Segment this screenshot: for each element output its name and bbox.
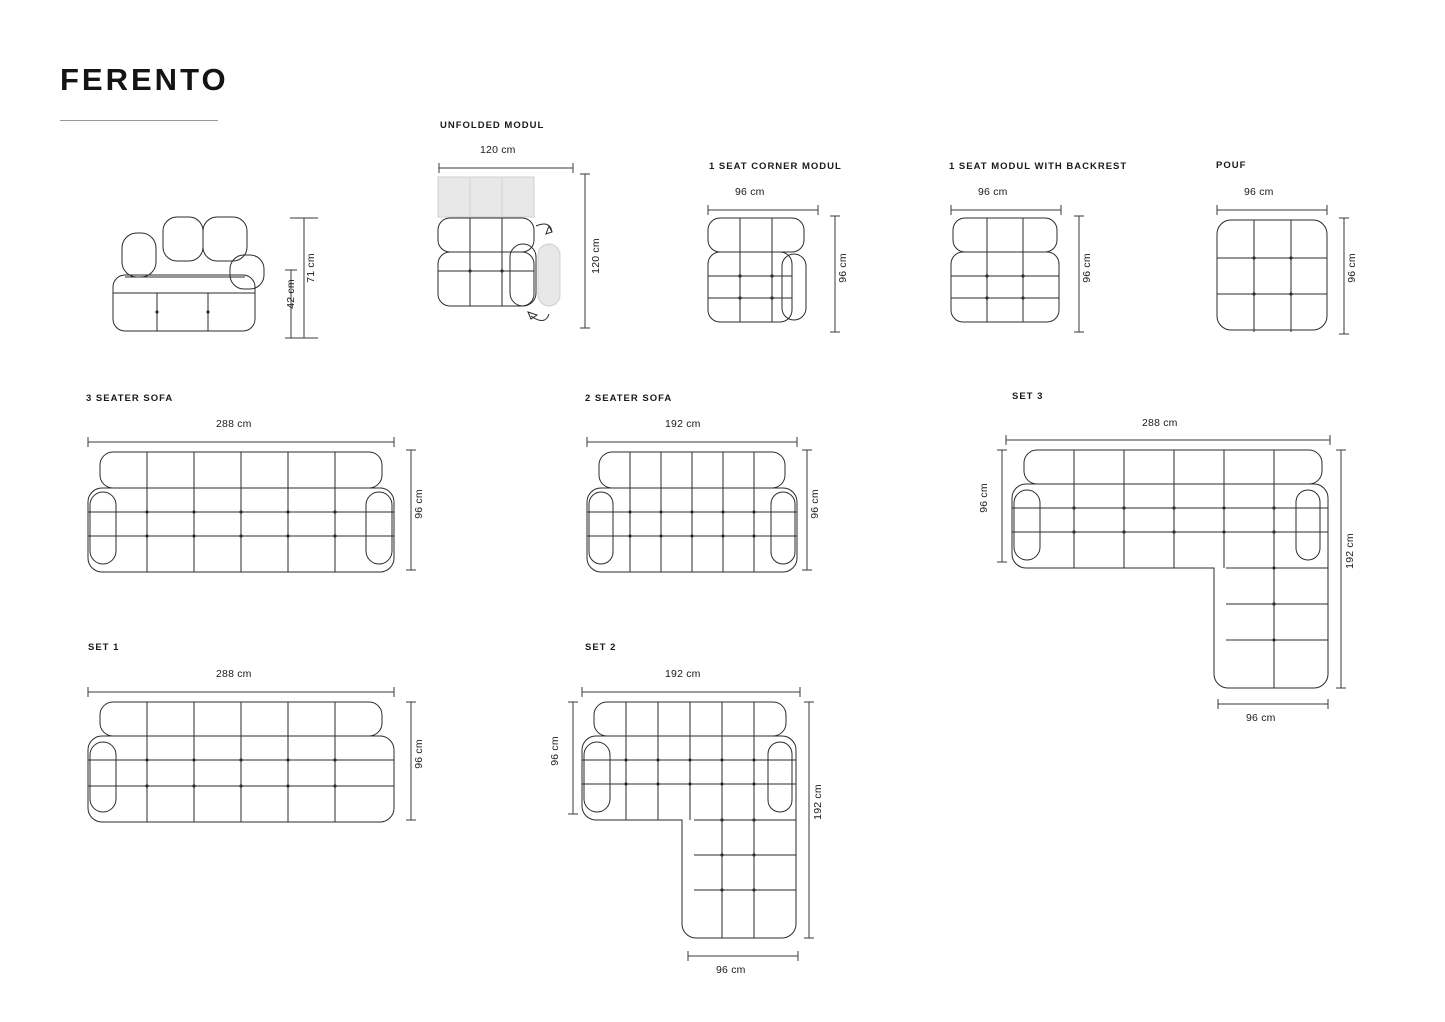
sofa2-width-label: 192 cm [665, 418, 701, 430]
corner-modul-width-label: 96 cm [735, 186, 765, 198]
set3-left-depth-label: 96 cm [977, 483, 990, 513]
set2-width-label: 192 cm [665, 668, 701, 680]
set3-bottom-width-label: 96 cm [1246, 712, 1276, 724]
sofa3-width-dimline [86, 436, 398, 448]
set3-bottom-width-dimline [1216, 698, 1332, 710]
front-view-total-height-label: 71 cm [304, 253, 317, 283]
label-2-seater-sofa: 2 SEATER SOFA [585, 393, 673, 404]
set3-right-depth-label: 192 cm [1343, 533, 1356, 569]
corner-modul-depth-label: 96 cm [836, 253, 849, 283]
set3-drawing [1010, 448, 1330, 690]
set2-right-depth-label: 192 cm [811, 784, 824, 820]
label-modul-backrest: 1 SEAT MODUL WITH BACKREST [949, 161, 1128, 172]
set2-bottom-width-dimline [686, 950, 802, 962]
pouf-depth-label: 96 cm [1345, 253, 1358, 283]
pouf-drawing [1215, 218, 1331, 334]
sofa2-depth-label: 96 cm [808, 489, 821, 519]
set2-bottom-width-label: 96 cm [716, 964, 746, 976]
unfolded-modul-depth-label: 120 cm [589, 238, 602, 274]
pouf-width-label: 96 cm [1244, 186, 1274, 198]
sofa3-depth-label: 96 cm [412, 489, 425, 519]
set3-width-dimline [1004, 434, 1334, 446]
unfolded-modul-width-label: 120 cm [480, 144, 516, 156]
set1-drawing [86, 700, 396, 824]
label-pouf: POUF [1216, 160, 1247, 171]
label-set-1: SET 1 [88, 642, 120, 653]
label-set-3: SET 3 [1012, 391, 1044, 402]
unfolded-modul-width-dimline [437, 162, 577, 174]
corner-modul-width-dimline [706, 204, 822, 216]
title-divider [60, 120, 218, 121]
label-corner-modul: 1 SEAT CORNER MODUL [709, 161, 842, 172]
set2-drawing [580, 700, 802, 940]
set2-left-depth-label: 96 cm [548, 736, 561, 766]
set3-width-label: 288 cm [1142, 417, 1178, 429]
page-title: FERENTO [60, 62, 229, 97]
set2-width-dimline [580, 686, 804, 698]
set2-right-depth-dimline [802, 700, 816, 942]
modul-backrest-width-label: 96 cm [978, 186, 1008, 198]
modul-backrest-width-dimline [949, 204, 1065, 216]
modul-backrest-depth-label: 96 cm [1080, 253, 1093, 283]
label-unfolded-modul: UNFOLDED MODUL [440, 120, 545, 131]
sofa3-drawing [86, 450, 396, 574]
label-set-2: SET 2 [585, 642, 617, 653]
sofa3-width-label: 288 cm [216, 418, 252, 430]
pouf-width-dimline [1215, 204, 1331, 216]
front-view-seat-height-label: 42 cm [284, 279, 297, 309]
set1-width-label: 288 cm [216, 668, 252, 680]
set2-left-depth-dimline [566, 700, 580, 818]
set1-depth-label: 96 cm [412, 739, 425, 769]
unfolded-modul-drawing [436, 176, 571, 336]
set1-width-dimline [86, 686, 398, 698]
front-view-drawing [105, 215, 295, 335]
label-3-seater-sofa: 3 SEATER SOFA [86, 393, 174, 404]
corner-modul-drawing [706, 216, 820, 336]
sofa2-width-dimline [585, 436, 801, 448]
modul-backrest-drawing [949, 216, 1063, 336]
set3-right-depth-dimline [1334, 448, 1348, 692]
sofa2-drawing [585, 450, 799, 574]
set3-left-depth-dimline [995, 448, 1009, 566]
